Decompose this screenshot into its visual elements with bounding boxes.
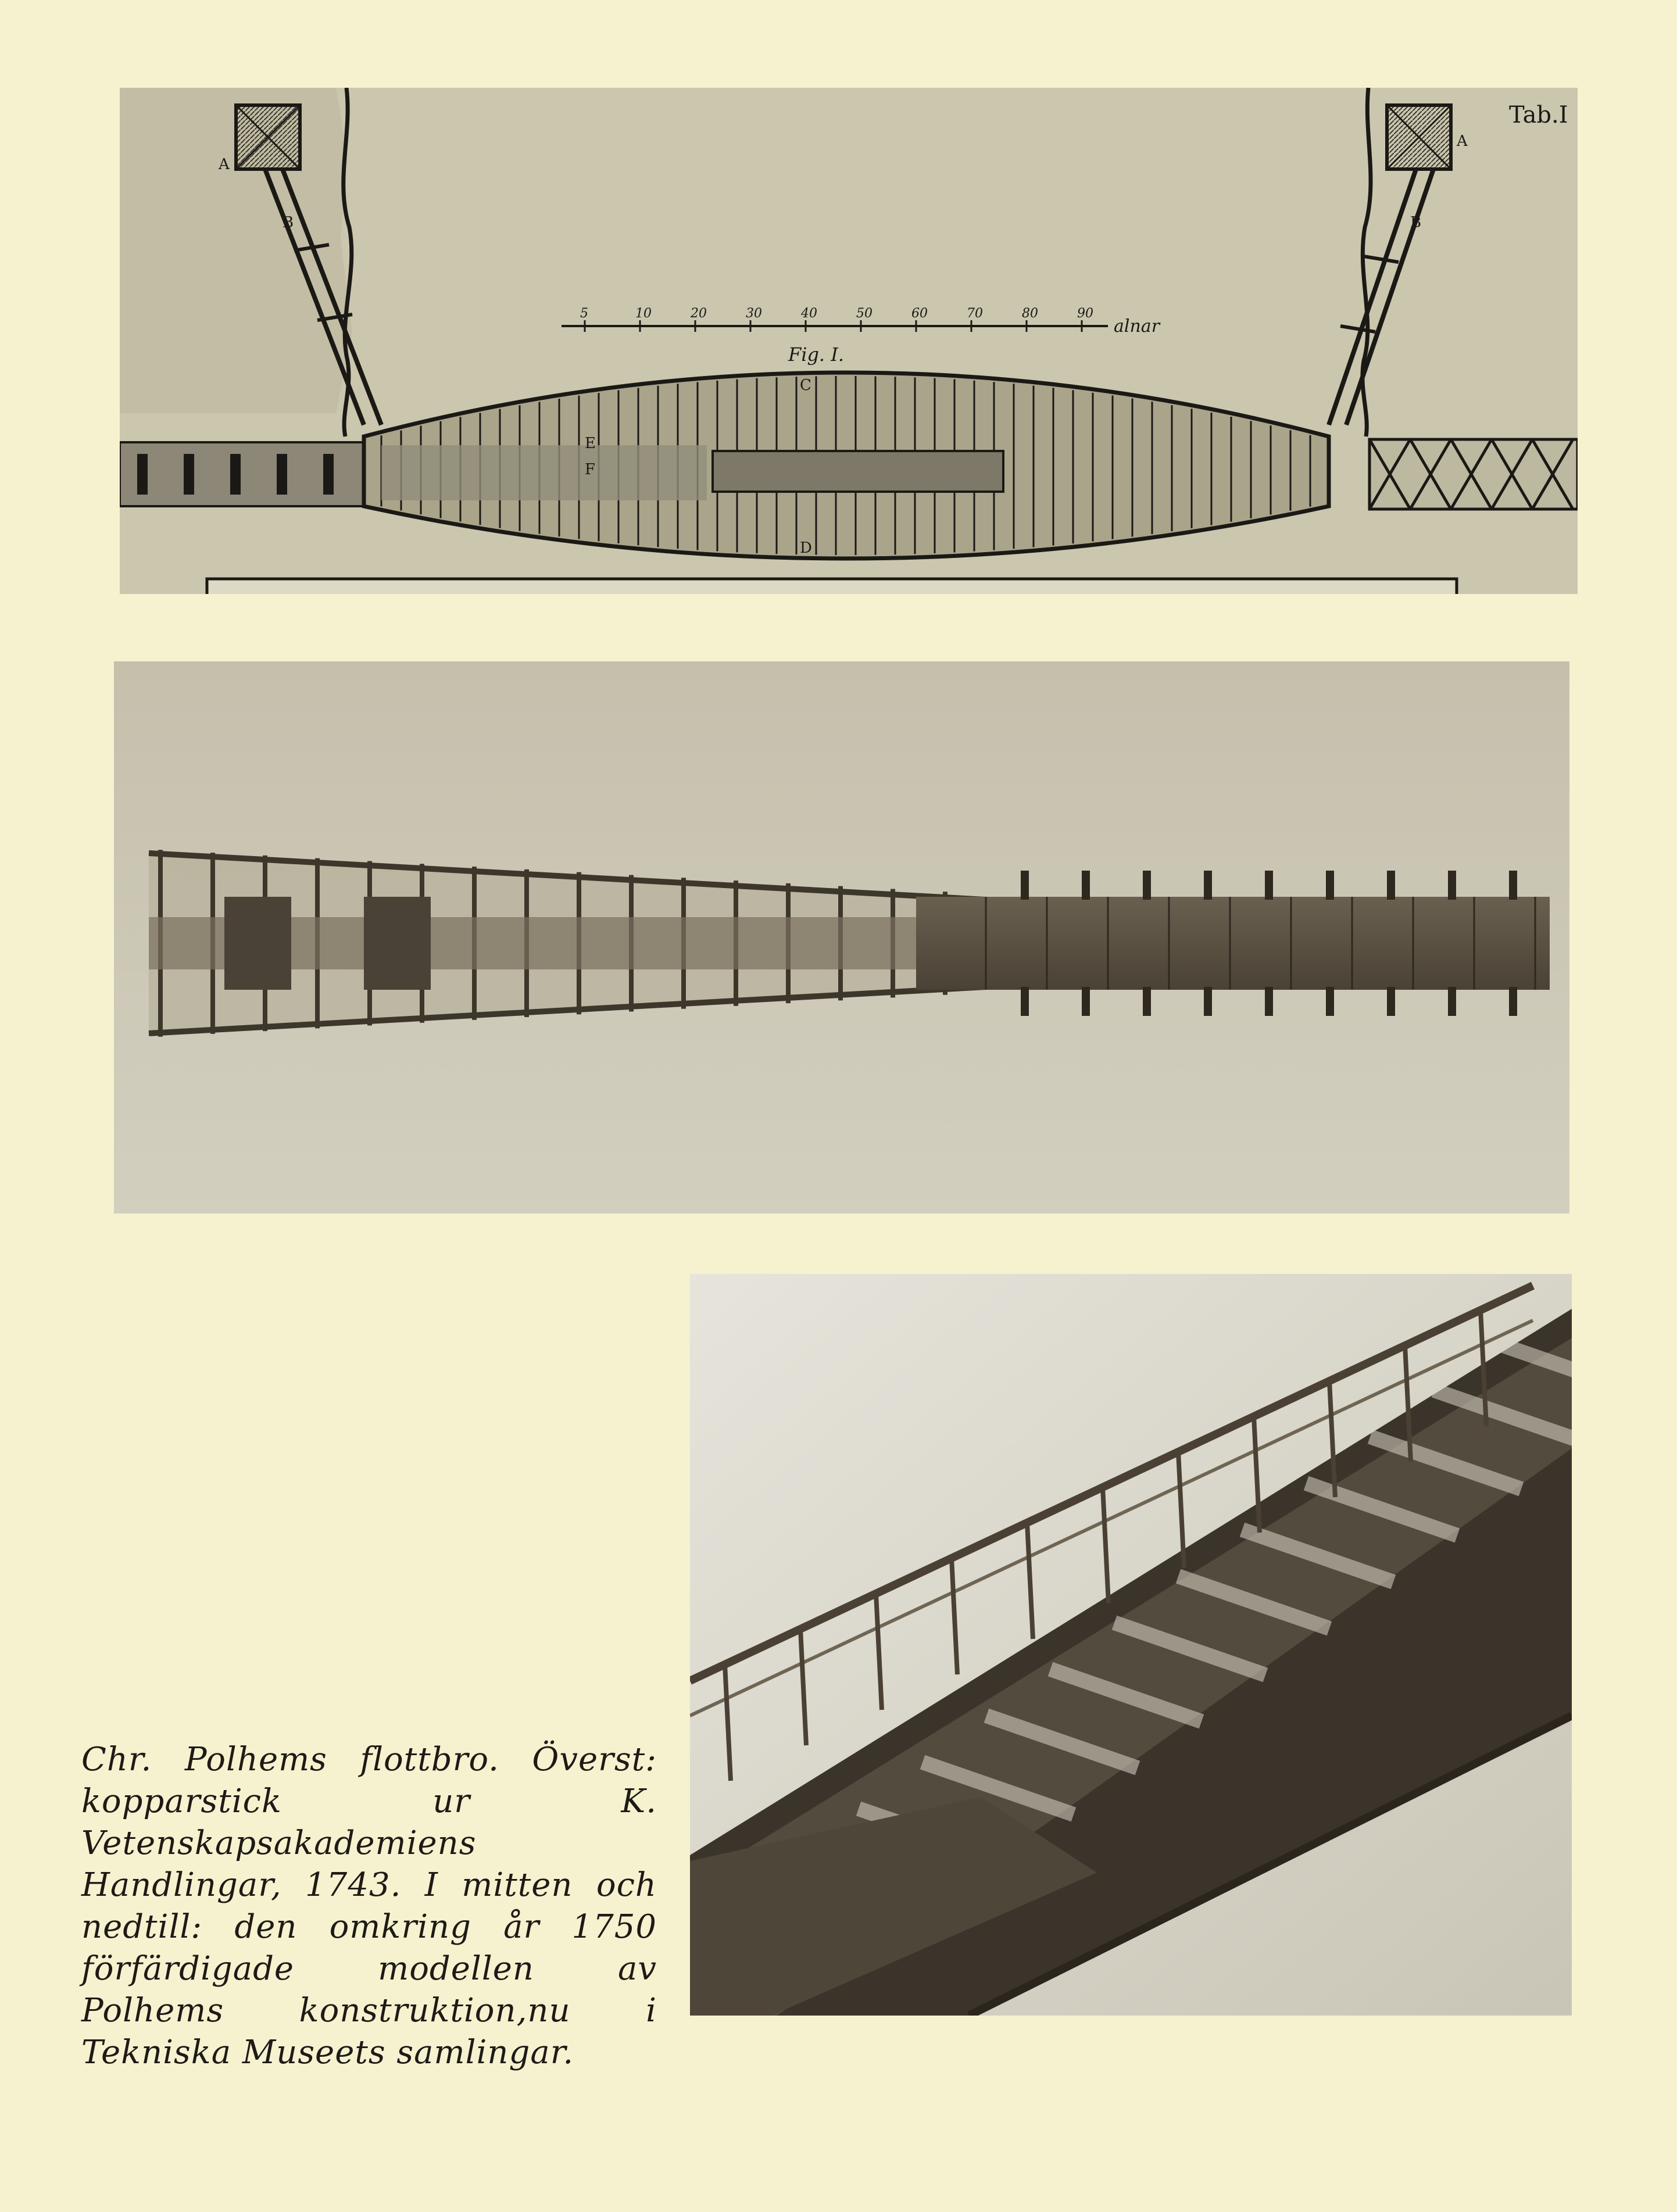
tab-label: Tab.I xyxy=(1509,102,1568,128)
model-piling xyxy=(1204,871,1212,900)
letter-D-center: D xyxy=(800,539,812,557)
letter-F: F xyxy=(585,461,596,478)
model-piling xyxy=(1326,871,1334,900)
scale-tick-label: 10 xyxy=(635,306,652,321)
scale-unit: alnar xyxy=(1114,316,1160,337)
scale-tick-label: 40 xyxy=(801,306,817,321)
model-piling xyxy=(1448,987,1456,1016)
letter-C-center: C xyxy=(800,377,811,394)
letter-B-right: B xyxy=(1410,214,1422,231)
model-piling xyxy=(1082,871,1090,900)
approach-pier xyxy=(230,454,241,495)
model-piling xyxy=(1143,987,1151,1016)
letter-A-left: A xyxy=(219,156,230,173)
scale-tick-label: 30 xyxy=(746,306,762,321)
engraving-figure xyxy=(120,88,1578,594)
model-piling xyxy=(1143,871,1151,900)
model-piling xyxy=(1387,987,1395,1016)
model-piling xyxy=(1082,987,1090,1016)
figure-caption: Chr. Polhems flottbro. Överst: kopparstick ur K. Vetenskapsakademiens Handlingar, 1743. I mitten och nedtill: den omkring år 1750 förfärdigade modellen av Polhems konstruktion,nu i Tekniska Museets samlingar. xyxy=(81,1741,657,2071)
approach-pier xyxy=(277,454,287,495)
fig-label: Fig. I. xyxy=(788,343,845,366)
model-piling xyxy=(1387,871,1395,900)
letter-B-left: B xyxy=(283,214,294,231)
model-piling xyxy=(1021,987,1029,1016)
approach-pier xyxy=(137,454,148,495)
letter-E: E xyxy=(585,435,596,452)
model-perspective-view xyxy=(690,1274,1572,2016)
model-photo-top xyxy=(114,661,1569,1214)
model-piling xyxy=(1204,987,1212,1016)
scale-tick-label: 50 xyxy=(856,306,873,321)
approach-pier xyxy=(184,454,194,495)
model-piling xyxy=(1509,871,1517,900)
letter-A-right: A xyxy=(1457,133,1468,150)
model-piling xyxy=(1448,871,1456,900)
scale-tick-label: 80 xyxy=(1022,306,1038,321)
model-photo-perspective xyxy=(690,1274,1572,2016)
engraving-plate xyxy=(120,88,1578,594)
scale-tick-label: 90 xyxy=(1077,306,1093,321)
scale-tick-label: 20 xyxy=(691,306,707,321)
scale-tick-label: 60 xyxy=(911,306,928,321)
model-piling xyxy=(1326,987,1334,1016)
model-top-view xyxy=(114,661,1569,1214)
approach-pier xyxy=(323,454,334,495)
model-piling xyxy=(1265,987,1273,1016)
model-piling xyxy=(1265,871,1273,900)
scale-tick-label: 5 xyxy=(580,306,588,321)
model-piling xyxy=(1509,987,1517,1016)
scale-tick-label: 70 xyxy=(967,306,983,321)
model-piling xyxy=(1021,871,1029,900)
